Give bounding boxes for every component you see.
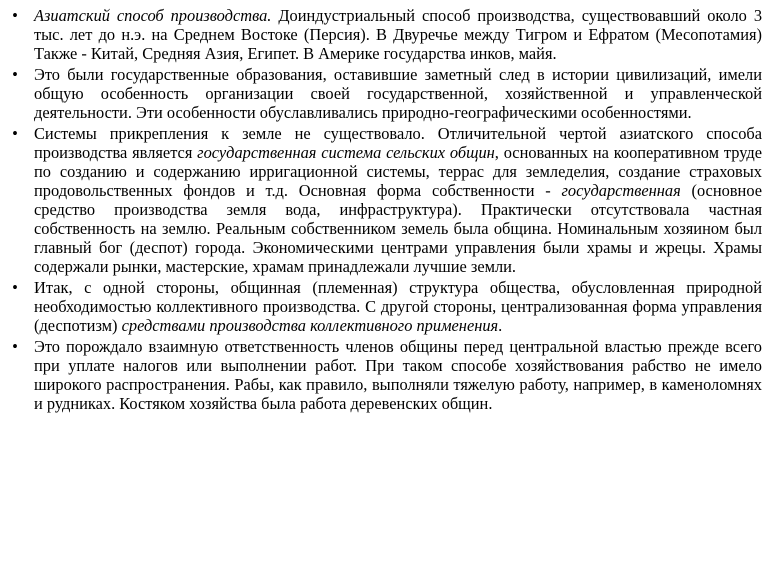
bullet-list xyxy=(8,6,762,415)
bullet-item-responsibility xyxy=(8,337,762,413)
bullet-item-state-formations xyxy=(8,65,762,122)
term-state-property: государственная xyxy=(561,181,681,200)
paragraph-text: Системы прикрепления к земле не существовало. Отличительной чертой азиатского способа производства является xyxy=(34,124,762,162)
paragraph-text: , основанных на кооперативном труде по созданию и содержанию ирригационной системы, террас для земледелия, создание страховых продовольственных фондов и т.д. Основная форма собственности - xyxy=(34,143,762,200)
paragraph-text: Итак, с одной стороны, общинная (племенная) структура общества, обусловленная природной необходимостью коллективного производства. С другой стороны, централизованная форма управления (деспотизм) xyxy=(34,278,762,335)
term-state-community-system: государственная система сельских общин xyxy=(197,143,495,162)
paragraph-text: Это порождало взаимную ответственность членов общины перед центральной властью прежде всего при уплате налогов или выполнении работ. При таком способе хозяйствования рабство не имело широкого распространения. Рабы, как правило, выполняли тяжелую работу, например, в каменоломнях и рудниках. Костяком хозяйства была работа деревенских общин. xyxy=(34,337,762,413)
bullet-dot-icon: • xyxy=(12,6,18,25)
bullet-item-asiatic-mode xyxy=(8,6,762,63)
term-collective-means: средствами производства коллективного применения xyxy=(121,316,499,335)
term-asiatic-mode: Азиатский способ производства. xyxy=(34,6,272,25)
bullet-item-conclusion xyxy=(8,278,762,335)
bullet-dot-icon: • xyxy=(12,337,18,356)
bullet-dot-icon: • xyxy=(12,278,18,297)
bullet-item-land-system xyxy=(8,124,762,276)
bullet-dot-icon: • xyxy=(12,124,18,143)
paragraph-text: . xyxy=(498,316,503,335)
paragraph-text: Доиндустриальный способ производства, существовавший около 3 тыс. лет до н.э. на Среднем Востоке (Персия). В Двуречье между Тигром и Ефратом (Месопотамия) Также - Китай, Средняя Азия, Египет. В Америке государства инков, майя. xyxy=(34,6,763,63)
bullet-dot-icon: • xyxy=(12,65,18,84)
paragraph-text: (основное средство производства земля вода, инфраструктура). Практически отсутствовала частная собственность на землю. Реальным собственником земель была община. Номинальным хозяином был главный бог (деспот) города. Экономическими центрами управления были храмы и жрецы. Храмы содержали рынки, мастерские, храмам принадлежали лучшие земли. xyxy=(34,181,762,276)
paragraph-text: Это были государственные образования, оставившие заметный след в истории цивилизаций, имели общую особенность организации своей государственной, хозяйственной и управленческой деятельности. Эти особенности обуславливались природно-географическими особенностями. xyxy=(34,65,762,122)
